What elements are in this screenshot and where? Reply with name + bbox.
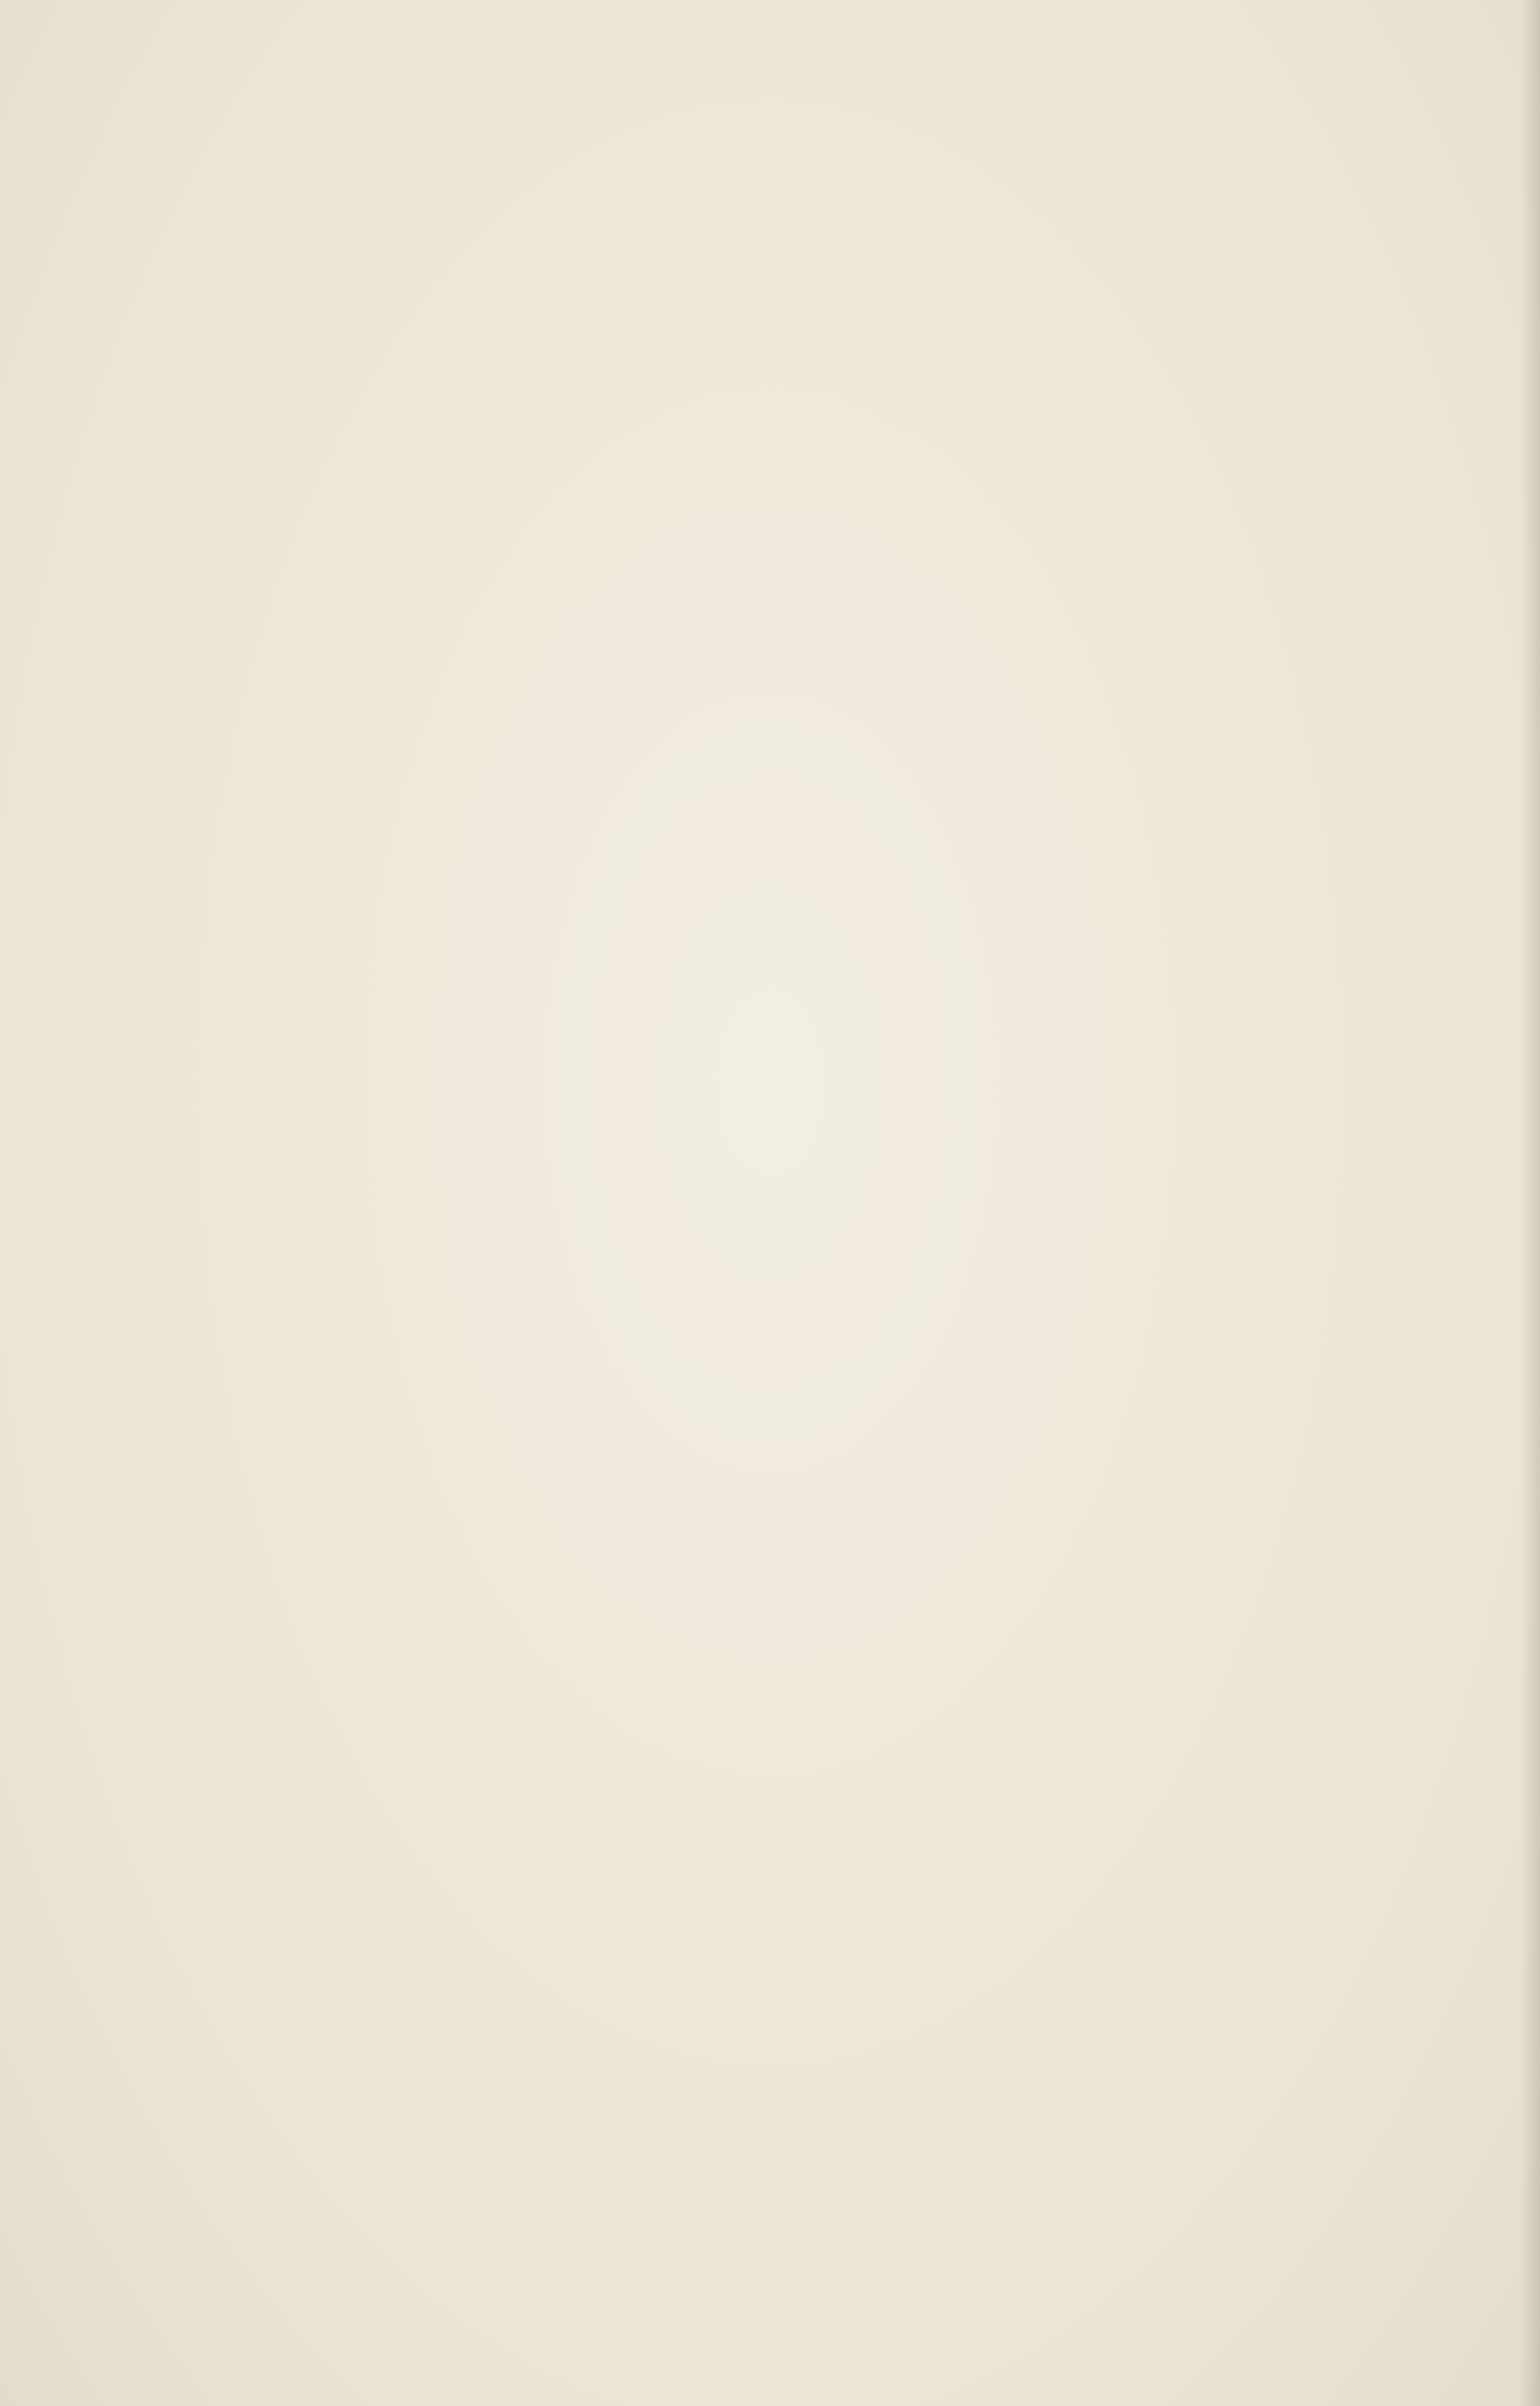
case-index-list xyxy=(161,285,1292,384)
page-edge-shadow xyxy=(1520,0,1540,2406)
section-letter-heading xyxy=(161,285,1292,384)
